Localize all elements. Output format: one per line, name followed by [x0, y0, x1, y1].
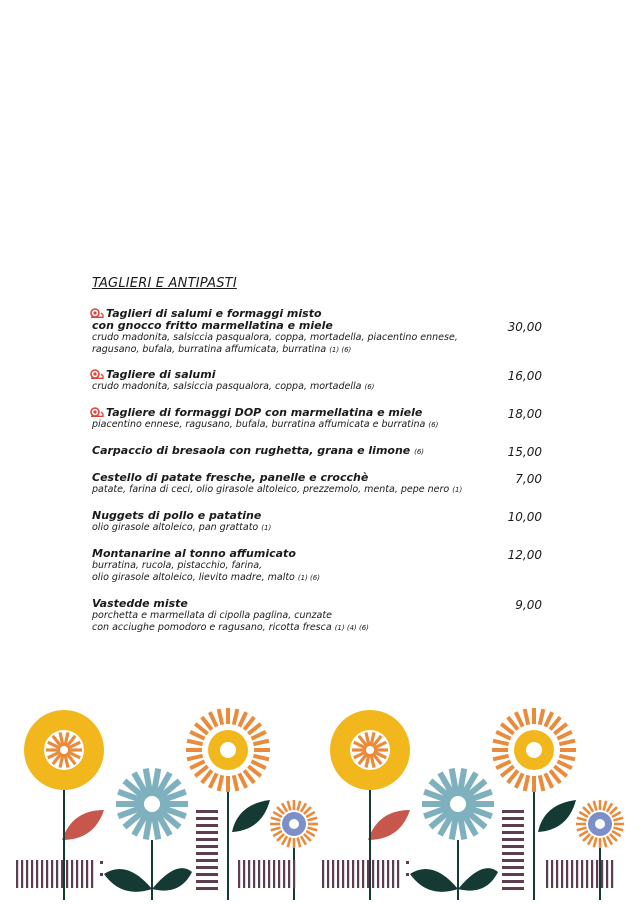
- bar-stripe: [337, 860, 339, 888]
- allergens: (1) (6): [329, 346, 352, 354]
- item-desc-line: piacentino ennese, ragusano, bufala, burratina affumicata e burratina: [92, 419, 426, 430]
- allergens: (1): [261, 524, 272, 532]
- item-price: 7,00: [515, 472, 542, 486]
- item-name: [92, 445, 482, 458]
- red-leaf: [62, 810, 104, 840]
- small-flower-petal: [288, 838, 291, 848]
- menu-item: [92, 472, 542, 496]
- orange-flower-petal: [190, 761, 204, 768]
- small-flower-petal: [277, 834, 284, 841]
- small-flower-petal: [579, 812, 588, 817]
- small-flower-petal: [610, 834, 617, 841]
- teal-flower-center: [148, 800, 156, 808]
- red-leaf: [368, 810, 410, 840]
- menu-item: [92, 369, 542, 393]
- allergens: (6): [364, 383, 375, 391]
- item-name: [92, 369, 482, 381]
- small-flower-petal: [306, 812, 315, 817]
- dot: [406, 873, 409, 876]
- orange-flower-petal: [210, 773, 217, 787]
- item-desc-line: olio girasole altoleico, pan grattato: [92, 522, 259, 533]
- small-flower-petal: [271, 818, 281, 821]
- small-flower-petal: [594, 801, 597, 811]
- item-name-line: con gnocco fritto marmellatina e miele: [92, 319, 333, 332]
- dot: [100, 873, 103, 876]
- orange-flower-petal: [540, 709, 544, 725]
- item-name-text: Carpaccio di bresaola con rughetta, grana e limone: [92, 444, 411, 457]
- orange-flower-petal: [253, 756, 269, 760]
- bar-stripe: [566, 860, 568, 888]
- orange-flower-petal: [545, 773, 552, 787]
- bar-stripe: [16, 860, 18, 888]
- menu-item: [92, 445, 542, 458]
- bar-stripe: [196, 845, 218, 848]
- small-flower-petal: [298, 801, 301, 811]
- small-flower-petal: [614, 818, 624, 821]
- small-flower-petal: [612, 831, 621, 836]
- small-flower-petal: [588, 836, 593, 845]
- small-flower-petal: [277, 807, 284, 814]
- bar-stripe: [258, 860, 260, 888]
- bar-stripe: [502, 880, 524, 883]
- bar-stripe: [586, 860, 588, 888]
- bar-stripe: [196, 817, 218, 820]
- item-name-text: Nuggets di pollo e patatine: [92, 509, 262, 522]
- item-name-text: Tagliere di salumi: [106, 368, 216, 381]
- small-flower-petal: [301, 803, 306, 812]
- small-flower-petal: [594, 838, 597, 848]
- item-desc-line: patate, farina di ceci, olio girasole altoleico, prezzemolo, menta, pepe nero: [92, 484, 450, 495]
- bar-stripe: [293, 860, 295, 888]
- orange-flower-petal: [557, 761, 571, 768]
- small-flower-petal: [607, 836, 612, 845]
- bar-stripe: [502, 810, 524, 813]
- item-name-line: Taglieri di salumi e formaggi misto: [106, 307, 322, 320]
- small-flower-petal: [579, 831, 588, 836]
- bar-stripe: [576, 860, 578, 888]
- flower-illustration: [0, 700, 640, 905]
- bar-stripe: [61, 860, 63, 888]
- orange-flower-petal: [559, 741, 575, 745]
- orange-flower-petal: [219, 775, 223, 791]
- item-name-text: Montanarine al tonno affumicato: [92, 547, 296, 560]
- bar-stripe: [196, 852, 218, 855]
- bar-stripe: [31, 860, 33, 888]
- teal-flower-center: [454, 800, 462, 808]
- orange-flower-petal: [187, 756, 203, 760]
- bar-stripe: [347, 860, 349, 888]
- small-flower-dot: [595, 819, 605, 829]
- bar-stripe: [342, 860, 344, 888]
- bar-stripe: [196, 873, 218, 876]
- item-description: [92, 522, 482, 534]
- bar-stripe: [196, 838, 218, 841]
- snail-icon: [90, 407, 104, 417]
- dark-leaf: [232, 800, 270, 832]
- bar-stripe: [561, 860, 563, 888]
- item-price: 15,00: [507, 445, 542, 459]
- small-flower-petal: [282, 803, 287, 812]
- bar-stripe: [502, 817, 524, 820]
- orange-flower-petal: [239, 712, 246, 726]
- bar-stripe: [611, 860, 613, 888]
- small-flower-petal: [282, 836, 287, 845]
- small-flower-petal: [607, 803, 612, 812]
- item-description: [92, 484, 482, 496]
- orange-flower-petal: [516, 712, 523, 726]
- orange-flower-petal: [496, 761, 510, 768]
- orange-flower-petal: [234, 709, 238, 725]
- small-flower-petal: [604, 801, 607, 811]
- small-flower-petal: [304, 807, 311, 814]
- item-name-text: Cestello di patate fresche, panelle e crocchè: [92, 471, 369, 484]
- item-desc-line: crudo madonita, salsiccia pasqualora, coppa, mortadella, piacentino ennese,: [92, 332, 458, 343]
- item-price: 12,00: [507, 548, 542, 562]
- small-flower-petal: [577, 828, 587, 831]
- bar-stripe: [278, 860, 280, 888]
- item-description: [92, 610, 482, 634]
- item-price: 18,00: [507, 407, 542, 421]
- small-flower-petal: [273, 812, 282, 817]
- item-price: 16,00: [507, 369, 542, 383]
- dark-leaf: [152, 868, 192, 891]
- dark-leaf: [410, 869, 458, 892]
- bar-stripe: [196, 831, 218, 834]
- bar-stripe: [502, 852, 524, 855]
- bar-stripe: [71, 860, 73, 888]
- small-flower-petal: [604, 838, 607, 848]
- item-desc-line: porchetta e marmellata di cipolla paglina, cunzate: [92, 610, 332, 621]
- orange-flower-petal: [525, 709, 529, 725]
- bar-stripe: [56, 860, 58, 888]
- item-desc-line: ragusano, bufala, burratina affumicata, burratina: [92, 344, 327, 355]
- bar-stripe: [502, 866, 524, 869]
- item-name: [92, 598, 482, 610]
- section-title: TAGLIERI E ANTIPASTI: [92, 276, 237, 291]
- allergens: (6): [428, 421, 439, 429]
- small-flower-petal: [610, 807, 617, 814]
- bar-stripe: [502, 859, 524, 862]
- orange-flower-dot: [220, 742, 236, 758]
- orange-flower-petal: [234, 775, 238, 791]
- item-desc-line: crudo madonita, salsiccia pasqualora, coppa, mortadella: [92, 381, 362, 392]
- orange-flower-petal: [540, 775, 544, 791]
- bar-stripe: [352, 860, 354, 888]
- allergens: (1) (4) (6): [334, 624, 369, 632]
- allergens: (6): [414, 448, 425, 456]
- menu-section: [92, 276, 542, 648]
- bar-stripe: [596, 860, 598, 888]
- menu-item: [92, 510, 542, 534]
- bar-stripe: [26, 860, 28, 888]
- item-name: [92, 308, 482, 332]
- bar-stripe: [36, 860, 38, 888]
- bar-stripe: [196, 880, 218, 883]
- small-flower-petal: [577, 818, 587, 821]
- orange-flower-petal: [516, 773, 523, 787]
- bar-stripe: [571, 860, 573, 888]
- bar-stripe: [392, 860, 394, 888]
- orange-flower-petal: [210, 712, 217, 726]
- orange-flower-petal: [557, 732, 571, 739]
- bar-stripe: [397, 860, 399, 888]
- small-flower-dot: [289, 819, 299, 829]
- bar-stripe: [248, 860, 250, 888]
- item-price: 30,00: [507, 320, 542, 334]
- bar-stripe: [46, 860, 48, 888]
- item-name: [92, 472, 482, 484]
- bar-stripe: [66, 860, 68, 888]
- bar-stripe: [556, 860, 558, 888]
- bar-stripe: [196, 866, 218, 869]
- bar-stripe: [196, 859, 218, 862]
- orange-flower-petal: [251, 732, 265, 739]
- small-flower-petal: [271, 828, 281, 831]
- bar-stripe: [253, 860, 255, 888]
- bar-stripe: [502, 838, 524, 841]
- small-flower-petal: [614, 828, 624, 831]
- item-price: 9,00: [515, 598, 542, 612]
- item-price: 10,00: [507, 510, 542, 524]
- orange-flower-petal: [496, 732, 510, 739]
- item-description: [92, 560, 482, 584]
- item-description: [92, 381, 482, 393]
- menu-item: [92, 598, 542, 634]
- item-name: [92, 510, 482, 522]
- orange-flower-petal: [559, 756, 575, 760]
- allergens: (1) (6): [297, 574, 320, 582]
- menu-item: [92, 407, 542, 431]
- bar-stripe: [196, 824, 218, 827]
- small-flower-petal: [308, 818, 318, 821]
- orange-flower-petal: [525, 775, 529, 791]
- bar-stripe: [372, 860, 374, 888]
- small-flower-petal: [301, 836, 306, 845]
- menu-item: [92, 548, 542, 584]
- dot: [406, 861, 409, 864]
- bar-stripe: [502, 824, 524, 827]
- bar-stripe: [551, 860, 553, 888]
- bar-stripe: [86, 860, 88, 888]
- small-flower-petal: [588, 803, 593, 812]
- snail-icon: [90, 369, 104, 379]
- orange-flower-petal: [187, 741, 203, 745]
- bar-stripe: [601, 860, 603, 888]
- orange-flower-petal: [253, 741, 269, 745]
- bar-stripe: [502, 845, 524, 848]
- item-desc-line: burratina, rucola, pistacchio, farina,: [92, 560, 263, 571]
- bar-stripe: [322, 860, 324, 888]
- orange-flower-petal: [545, 712, 552, 726]
- item-desc-line: con acciughe pomodoro e ragusano, ricotta fresca: [92, 622, 332, 633]
- bar-stripe: [367, 860, 369, 888]
- small-flower-petal: [304, 834, 311, 841]
- item-name: [92, 548, 482, 560]
- bar-stripe: [21, 860, 23, 888]
- bar-stripe: [362, 860, 364, 888]
- dark-leaf: [458, 868, 498, 891]
- bar-stripe: [591, 860, 593, 888]
- snail-icon: [90, 308, 104, 318]
- bar-stripe: [327, 860, 329, 888]
- small-flower-petal: [583, 834, 590, 841]
- small-flower-petal: [288, 801, 291, 811]
- bar-stripe: [51, 860, 53, 888]
- bar-stripe: [502, 887, 524, 890]
- bar-stripe: [196, 810, 218, 813]
- small-flower-petal: [298, 838, 301, 848]
- allergens: (1): [452, 486, 463, 494]
- bar-stripe: [283, 860, 285, 888]
- bar-stripe: [243, 860, 245, 888]
- bar-stripe: [606, 860, 608, 888]
- bar-stripe: [273, 860, 275, 888]
- orange-flower-dot: [526, 742, 542, 758]
- bar-stripe: [288, 860, 290, 888]
- small-flower-petal: [612, 812, 621, 817]
- small-flower-petal: [308, 828, 318, 831]
- bar-stripe: [76, 860, 78, 888]
- bar-stripe: [357, 860, 359, 888]
- orange-flower-petal: [219, 709, 223, 725]
- item-description: [92, 419, 482, 431]
- bar-stripe: [502, 831, 524, 834]
- orange-flower-petal: [493, 741, 509, 745]
- item-description: [92, 332, 482, 356]
- bar-stripe: [502, 873, 524, 876]
- item-desc-line: olio girasole altoleico, lievito madre, malto: [92, 572, 295, 583]
- bar-stripe: [332, 860, 334, 888]
- item-name-text: Vastedde miste: [92, 597, 188, 610]
- bar-stripe: [238, 860, 240, 888]
- item-name: [92, 407, 482, 419]
- orange-flower-petal: [493, 756, 509, 760]
- item-name-text: Tagliere di formaggi DOP con marmellatina e miele: [106, 406, 423, 419]
- small-flower-petal: [306, 831, 315, 836]
- bar-stripe: [546, 860, 548, 888]
- dot: [100, 861, 103, 864]
- bar-stripe: [91, 860, 93, 888]
- bar-stripe: [268, 860, 270, 888]
- small-flower-petal: [583, 807, 590, 814]
- bar-stripe: [387, 860, 389, 888]
- bar-stripe: [41, 860, 43, 888]
- small-flower-petal: [273, 831, 282, 836]
- dark-leaf: [104, 869, 152, 892]
- orange-flower-petal: [239, 773, 246, 787]
- bar-stripe: [581, 860, 583, 888]
- bar-stripe: [196, 887, 218, 890]
- menu-item: [92, 308, 542, 356]
- dark-leaf: [538, 800, 576, 832]
- bar-stripe: [377, 860, 379, 888]
- bar-stripe: [81, 860, 83, 888]
- orange-flower-petal: [190, 732, 204, 739]
- bar-stripe: [382, 860, 384, 888]
- bar-stripe: [263, 860, 265, 888]
- orange-flower-petal: [251, 761, 265, 768]
